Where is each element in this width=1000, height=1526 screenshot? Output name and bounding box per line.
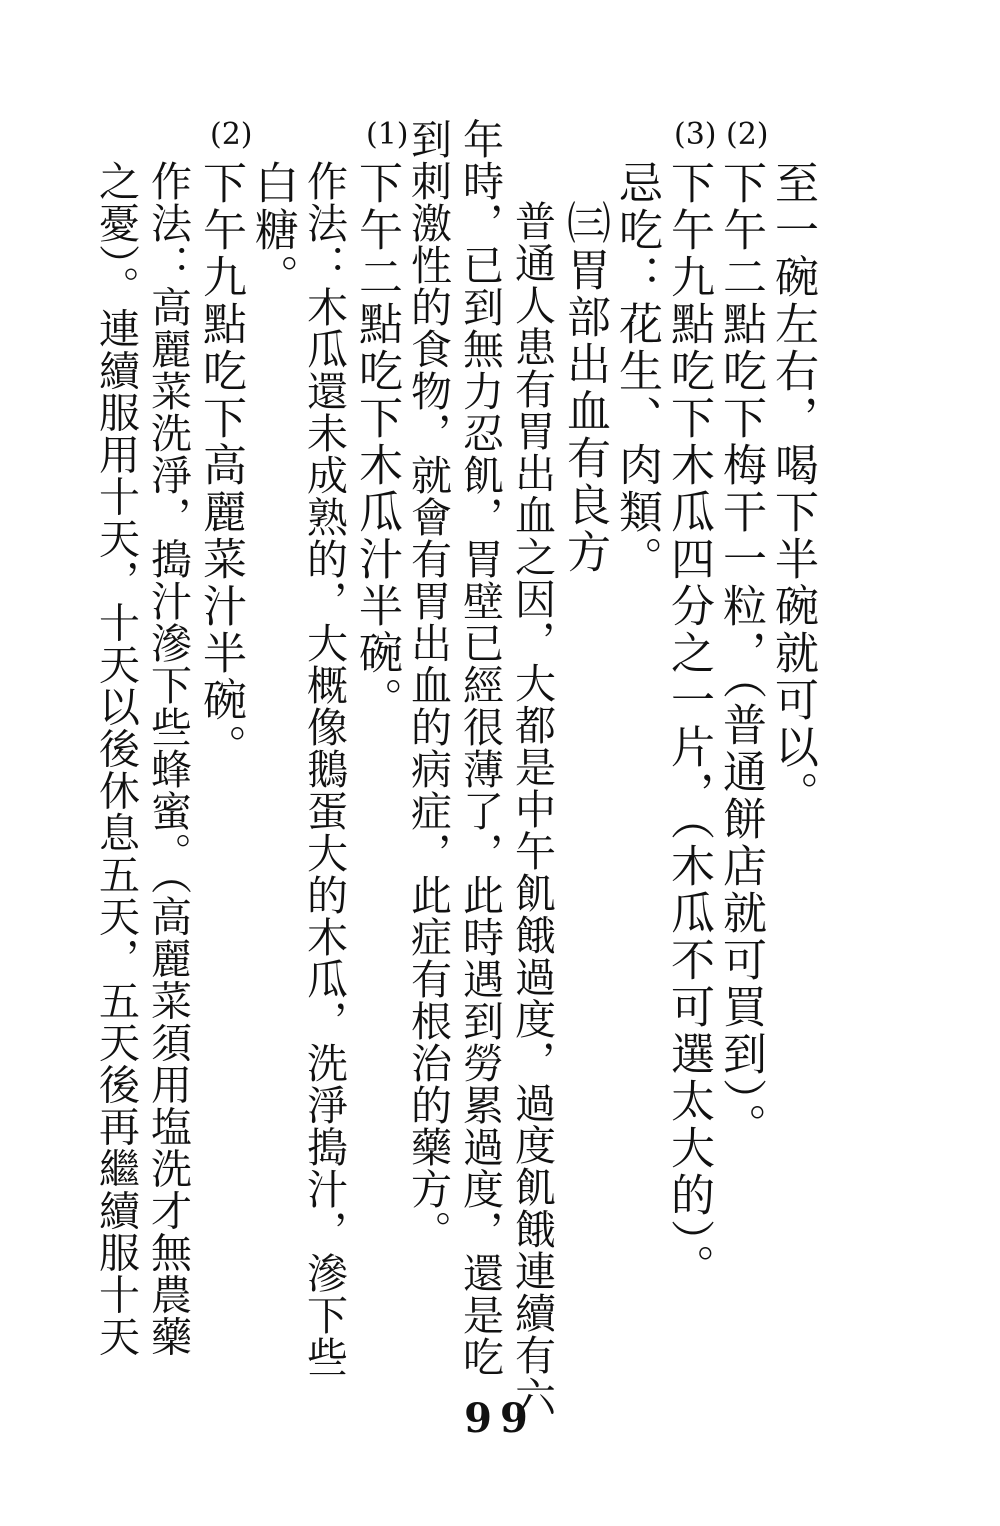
text-column-6: 普通人患有胃出血之因，大都是中午飢餓過度，過度飢餓連續有六 [508, 200, 556, 1418]
text-column-3: 下午九點吃下木瓜四分之一片，（木瓜不可選太大的）。 [663, 160, 714, 1291]
text-column-2: 下午二點吃下梅干一粒，（普通餅店就可買到）。 [715, 160, 766, 1150]
item-marker-2b: (2) [210, 117, 253, 152]
page-number: 99 [464, 1395, 536, 1442]
text-column-1: 至一碗左右，喝下半碗就可以。 [767, 160, 818, 818]
text-column-4: 忌吃：花生、肉類。 [611, 160, 662, 583]
text-column-13: 作法：高麗菜洗淨，搗汁滲下些蜂蜜。（高麗菜須用塩洗才無農藥 [144, 160, 192, 1358]
item-marker-2: (2) [726, 117, 769, 152]
text-column-11: 白糖。 [247, 160, 298, 301]
text-column-8: 到刺激性的食物，就會有胃出血的病症，此症有根治的藥方。 [404, 118, 452, 1252]
text-column-12: 下午九點吃下高麗菜汁半碗。 [195, 160, 246, 771]
text-column-9: 下午二點吃下木瓜汁半碗。 [351, 160, 402, 724]
item-marker-1: (1) [366, 117, 409, 152]
section-heading: ㈢胃部出血有良方 [559, 200, 610, 576]
item-marker-3: (3) [674, 117, 717, 152]
text-column-7: 年時，已到無力忍飢，胃壁已經很薄了，此時遇到勞累過度，還是吃 [456, 118, 504, 1378]
text-column-10: 作法：木瓜還未成熟的，大概像鵝蛋大的木瓜，洗淨搗汁，滲下些 [300, 160, 348, 1378]
text-column-14: 之憂）。連續服用十天，十天以後休息五天，五天後再繼續服十天 [92, 160, 140, 1358]
